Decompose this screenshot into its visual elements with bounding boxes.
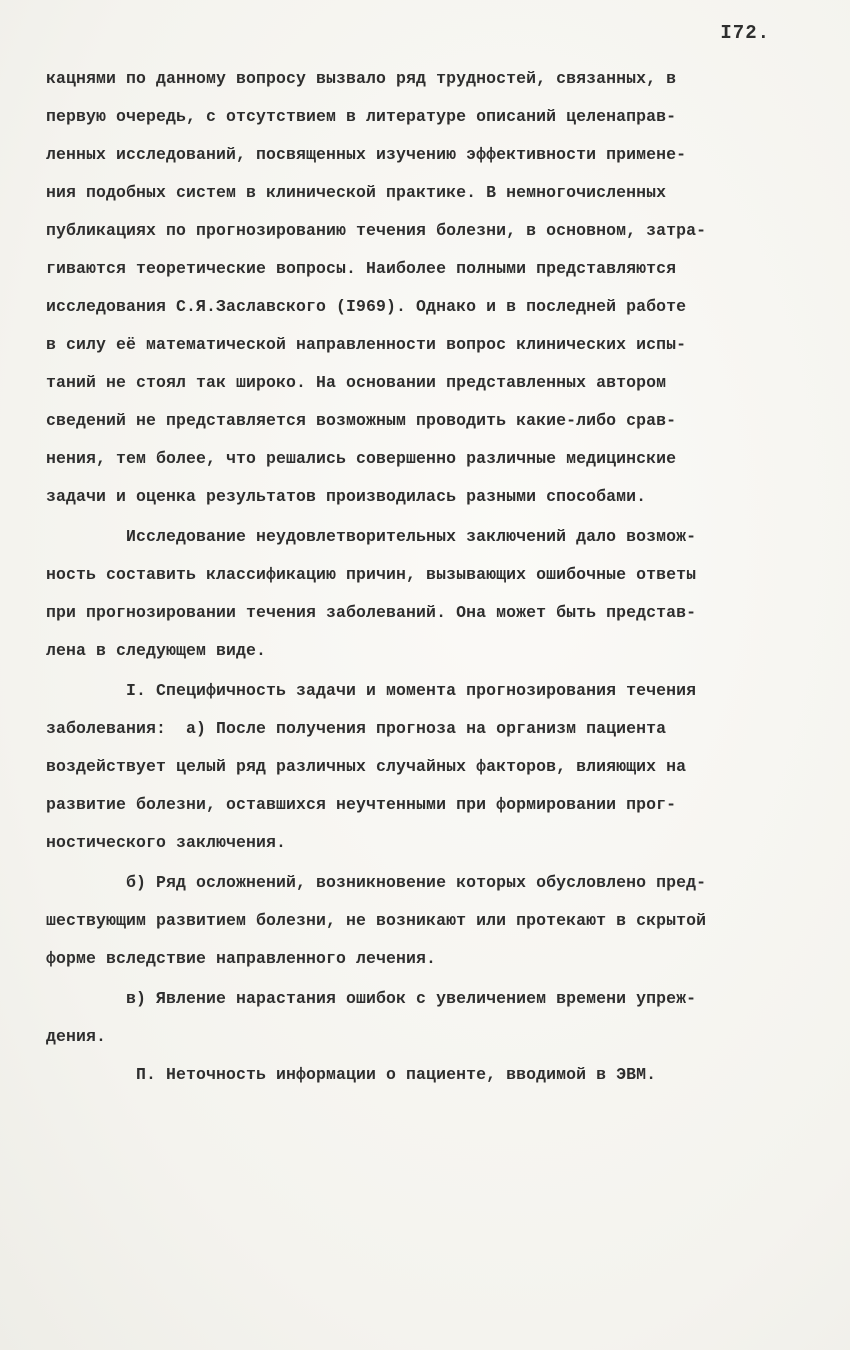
text-line: П. Неточность информации о пациенте, вводимой в ЭВМ.	[46, 1065, 657, 1084]
text-line: гиваются теоретические вопросы. Наиболее полными представляются	[46, 259, 677, 278]
text-line: при прогнозировании течения заболеваний. Она может быть представ-	[46, 603, 697, 622]
text-line: первую очередь, с отсутствием в литературе описаний целенаправ-	[46, 107, 677, 126]
text-line: исследования С.Я.Заславского (I969). Однако и в последней работе	[46, 297, 687, 316]
text-line: нения, тем более, что решались совершенно различные медицинские	[46, 449, 677, 468]
text-line: шествующим развитием болезни, не возникают или протекают в скрытой	[46, 911, 707, 930]
text-line: б) Ряд осложнений, возникновение которых обусловлено пред-	[46, 873, 707, 892]
page-number: I72.	[720, 22, 770, 44]
text-line: ния подобных систем в клинической практике. В немногочисленных	[46, 183, 667, 202]
text-line: задачи и оценка результатов производилась разными способами.	[46, 487, 647, 506]
text-line: I. Специфичность задачи и момента прогнозирования течения	[46, 681, 697, 700]
text-line: ленных исследований, посвященных изучению эффективности примене-	[46, 145, 687, 164]
text-line: ностического заключения.	[46, 833, 287, 852]
text-line: форме вследствие направленного лечения.	[46, 949, 437, 968]
text-line: в) Явление нарастания ошибок с увеличением времени упреж-	[46, 989, 697, 1008]
text-line: ность составить классификацию причин, вызывающих ошибочные ответы	[46, 565, 697, 584]
text-line: заболевания: а) После получения прогноза на организм пациента	[46, 719, 667, 738]
text-line: таний не стоял так широко. На основании представленных автором	[46, 373, 667, 392]
text-line: воздействует целый ряд различных случайных факторов, влияющих на	[46, 757, 687, 776]
text-line: дения.	[46, 1027, 107, 1046]
text-line: в силу её математической направленности вопрос клинических испы-	[46, 335, 687, 354]
text-line: лена в следующем виде.	[46, 641, 267, 660]
text-line: публикациях по прогнозированию течения болезни, в основном, затра-	[46, 221, 707, 240]
text-line: кацнями по данному вопросу вызвало ряд трудностей, связанных, в	[46, 69, 677, 88]
text-line: сведений не представляется возможным проводить какие-либо срав-	[46, 411, 677, 430]
text-line: Исследование неудовлетворительных заключений дало возмож-	[46, 527, 697, 546]
text-line: развитие болезни, оставшихся неучтенными при формировании прог-	[46, 795, 677, 814]
